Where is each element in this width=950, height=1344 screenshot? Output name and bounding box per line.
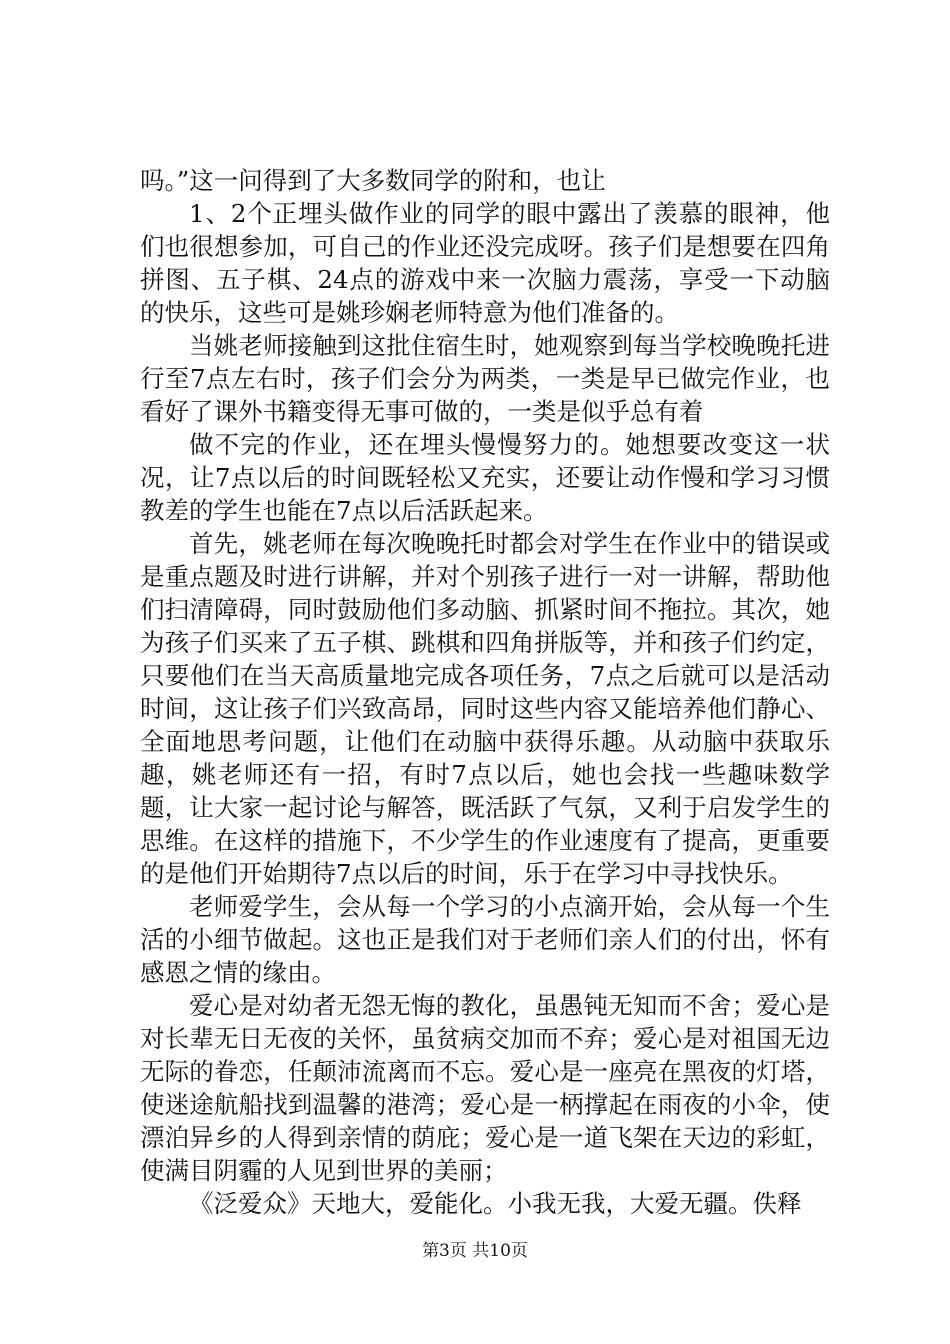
paragraph-6: 老师爱学生，会从每一个学习的小点滴开始，会从每一个生活的小细节做起。这也正是我们对于老师们亲人们的付出，怀有感恩之情的缘由。 <box>140 892 830 987</box>
paragraph-1: 吗。”这一问得到了大多数同学的附和，也让 <box>140 166 606 195</box>
paragraph-4: 做不完的作业，还在埋头慢慢努力的。她想要改变这一状况，让7点以后的时间既轻松又充实，还要让动作慢和学习习惯教差的学生也能在7点以后活跃起来。 <box>140 430 830 525</box>
document-body <box>140 164 830 1220</box>
page-number-label: 第3页 共10页 <box>422 1241 528 1261</box>
paragraph-2: 1、2个正埋头做作业的同学的眼中露出了羡慕的眼神，他们也很想参加，可自己的作业还没完成呀。孩子们是想要在四角拼图、五子棋、24点的游戏中来一次脑力震荡，享受一下动脑的快乐，这些可是姚珍娴老师特意为他们准备的。 <box>140 199 830 327</box>
page-footer <box>0 1240 950 1262</box>
paragraph-7: 爱心是对幼者无怨无悔的教化，虽愚钝无知而不舍；爱心是对长辈无日无夜的关怀，虽贫病交加而不弃；爱心是对祖国无边无际的眷恋，任颠沛流离而不忘。爱心是一座亮在黑夜的灯塔，使迷途航船找到温馨的港湾；爱心是一柄撑起在雨夜的小伞，使漂泊异乡的人得到亲情的荫庇；爱心是一道飞架在天边的彩虹，使满目阴霾的人见到世界的美丽； <box>140 991 830 1185</box>
paragraph-8: 《泛爱众》天地大，爱能化。小我无我，大爱无疆。佚释 <box>189 1189 802 1218</box>
paragraph-3: 当姚老师接触到这批住宿生时，她观察到每当学校晚晚托进行至7点左右时，孩子们会分为两类，一类是早已做完作业，也看好了课外书籍变得无事可做的，一类是似乎总有着 <box>140 331 830 426</box>
paragraph-5: 首先，姚老师在每次晚晚托时都会对学生在作业中的错误或是重点题及时进行讲解，并对个别孩子进行一对一讲解，帮助他们扫清障碍，同时鼓励他们多动脑、抓紧时间不拖拉。其次，她为孩子们买来了五子棋、跳棋和四角拼版等，并和孩子们约定，只要他们在当天高质量地完成各项任务，7点之后就可以是活动时间，这让孩子们兴致高昂，同时这些内容又能培养他们静心、全面地思考问题，让他们在动脑中获得乐趣。从动脑中获取乐趣，姚老师还有一招，有时7点以后，她也会找一些趣味数学题，让大家一起讨论与解答，既活跃了气氛，又利于启发学生的思维。在这样的措施下，不少学生的作业速度有了提高，更重要的是他们开始期待7点以后的时间，乐于在学习中寻找快乐。 <box>140 529 830 888</box>
